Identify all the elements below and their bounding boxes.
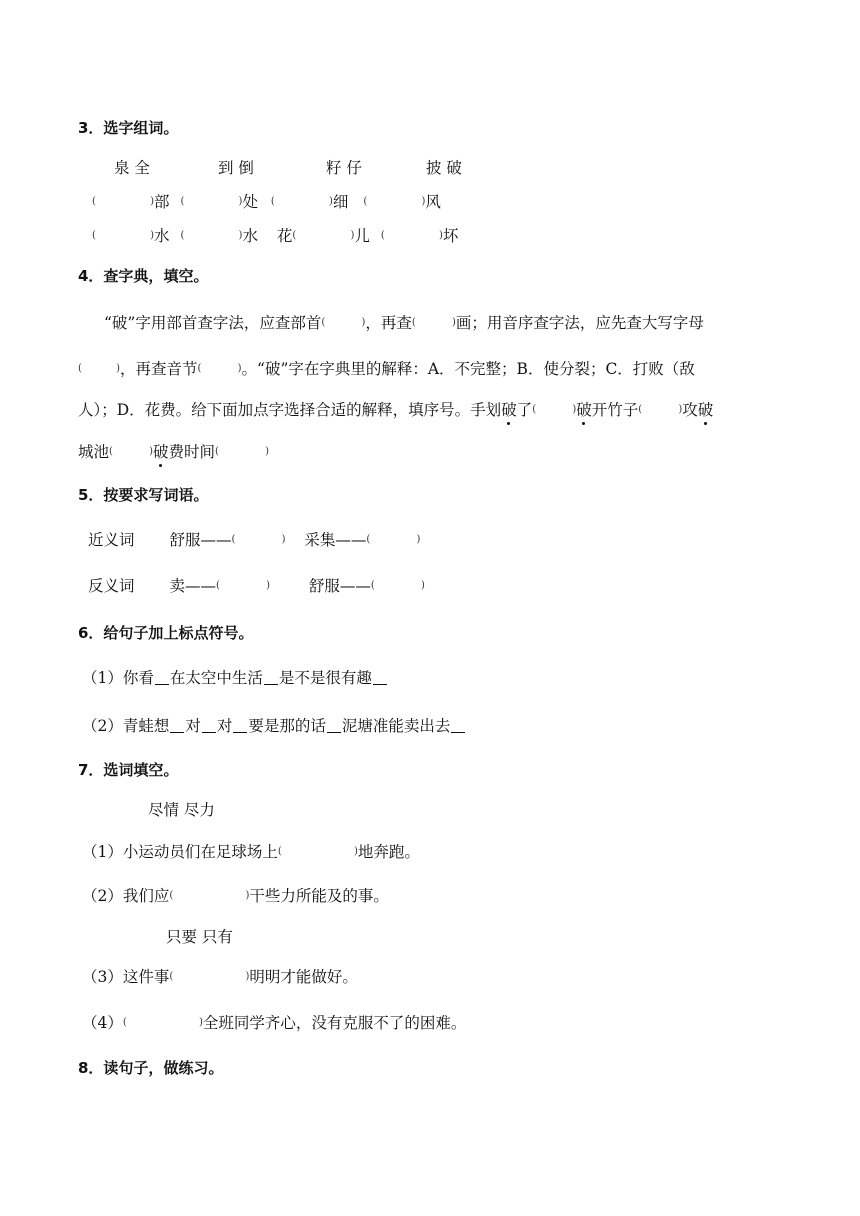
text: 城池 (78, 443, 110, 461)
text: ，再查音节 (120, 360, 198, 378)
answer-blank[interactable] (109, 442, 153, 460)
text: 对 (185, 717, 201, 735)
question-7-title: 7．选词填空。 (78, 761, 179, 779)
text: 泥塘准能卖出去 (341, 717, 451, 735)
text: 画；用音序查字法，应先查大写字母 (455, 314, 704, 332)
answer-blank[interactable] (180, 226, 242, 244)
answer-blank[interactable] (231, 530, 285, 548)
antonym-row (88, 576, 425, 596)
text: （4） (82, 1014, 123, 1032)
answer-blank[interactable] (92, 226, 154, 244)
row-label: 反义词 (88, 577, 135, 595)
text: （3）这件事 (82, 968, 170, 986)
fill-sentence-1 (82, 842, 420, 862)
word-suffix: 细 (332, 193, 349, 211)
punctuation-blank[interactable] (327, 718, 341, 733)
text: ，再查 (365, 314, 412, 332)
dotted-char: 破 (576, 401, 592, 419)
q4-line-3 (78, 400, 713, 420)
char-pair: 籽 仔 (326, 159, 362, 177)
q4-line-1 (104, 313, 704, 333)
text: 干些力所能及的事。 (249, 887, 389, 905)
punctuation-blank[interactable] (264, 670, 278, 685)
word-prefix: 花 (276, 227, 293, 245)
dotted-char: 破 (153, 443, 169, 461)
answer-blank[interactable] (169, 967, 249, 985)
fill-sentence-3 (82, 967, 358, 987)
text: 费时间 (168, 443, 216, 461)
q4-line-2 (78, 359, 695, 379)
text: （1）小运动员们在足球场上 (82, 843, 278, 861)
sentence-2 (82, 716, 466, 736)
answer-blank[interactable] (169, 886, 249, 904)
answer-blank[interactable] (532, 400, 576, 418)
question-6-title: 6．给句子加上标点符号。 (78, 624, 254, 642)
punctuation-blank[interactable] (155, 670, 169, 685)
punctuation-blank[interactable] (233, 718, 247, 733)
answer-blank[interactable] (78, 359, 120, 377)
text: 明明才能做好。 (249, 968, 358, 986)
answer-blank[interactable] (180, 192, 242, 210)
text: 攻 (682, 401, 698, 419)
answer-blank[interactable] (321, 313, 365, 331)
text: 人）；D．花费。给下面加点字选择合适的解释，填序号。手划 (78, 401, 502, 419)
word-suffix: 风 (425, 193, 441, 211)
answer-blank[interactable] (363, 192, 425, 210)
question-3-title: 3．选字组词。 (78, 119, 179, 137)
text: 卖—— (169, 577, 216, 595)
answer-blank[interactable] (278, 842, 358, 860)
word-suffix: 水 (154, 227, 170, 245)
text: 全班同学齐心，没有克服不了的困难。 (202, 1014, 467, 1032)
sentence-1 (82, 668, 388, 688)
word-suffix: 儿 (354, 227, 370, 245)
q4-line-4 (78, 442, 269, 462)
char-pair: 泉 全 (114, 159, 150, 177)
punctuation-blank[interactable] (170, 718, 184, 733)
q3-row-2 (92, 226, 458, 246)
text: 对 (216, 717, 233, 735)
punctuation-blank[interactable] (202, 718, 216, 733)
fill-sentence-2 (82, 886, 389, 906)
char-pair: 到 倒 (218, 159, 254, 177)
text: 要是那的话 (248, 717, 326, 735)
dotted-char: 破 (697, 401, 714, 419)
answer-blank[interactable] (412, 313, 456, 331)
text: 在太空中生活 (169, 669, 263, 687)
answer-blank[interactable] (366, 530, 420, 548)
text: 了 (516, 401, 533, 419)
text: 采集—— (304, 531, 367, 549)
word-suffix: 部 (154, 193, 170, 211)
answer-blank[interactable] (271, 192, 333, 210)
answer-blank[interactable] (92, 192, 154, 210)
answer-blank[interactable] (216, 576, 270, 594)
text: 。“破”字在字典里的解释：A．不完整；B．使分裂；C．打败（敌 (241, 360, 695, 378)
text: （2）青蛙想 (82, 717, 170, 735)
punctuation-blank[interactable] (451, 718, 465, 733)
word-suffix: 水 (242, 227, 258, 245)
text: 舒服—— (169, 531, 232, 549)
question-8-title: 8．读句子，做练习。 (78, 1059, 224, 1077)
answer-blank[interactable] (198, 359, 242, 377)
synonym-row (88, 530, 420, 550)
text: （2）我们应 (82, 887, 170, 905)
text: 舒服—— (308, 577, 371, 595)
q3-row-1 (92, 192, 441, 212)
fill-sentence-4 (82, 1013, 466, 1033)
word-suffix: 坏 (442, 227, 459, 245)
answer-blank[interactable] (292, 226, 354, 244)
answer-blank[interactable] (638, 400, 682, 418)
answer-blank[interactable] (123, 1013, 203, 1031)
text: 地奔跑。 (357, 843, 420, 861)
dotted-char: 破 (501, 401, 517, 419)
text: （1）你看 (82, 669, 154, 687)
question-5-title: 5．按要求写词语。 (78, 486, 209, 504)
char-pair: 披 破 (426, 159, 462, 177)
answer-blank[interactable] (381, 226, 443, 244)
word-choices: 尽情 尽力 (148, 801, 215, 819)
text: “破”字用部首查字法，应查部首 (104, 314, 322, 332)
question-4-title: 4．查字典，填空。 (78, 267, 209, 285)
word-choices: 只要 只有 (166, 928, 233, 946)
text: 是不是很有趣 (278, 669, 372, 687)
answer-blank[interactable] (215, 442, 269, 460)
text: 开竹子 (591, 401, 639, 419)
answer-blank[interactable] (371, 576, 425, 594)
row-label: 近义词 (88, 531, 135, 549)
word-suffix: 处 (242, 193, 258, 211)
punctuation-blank[interactable] (373, 670, 387, 685)
